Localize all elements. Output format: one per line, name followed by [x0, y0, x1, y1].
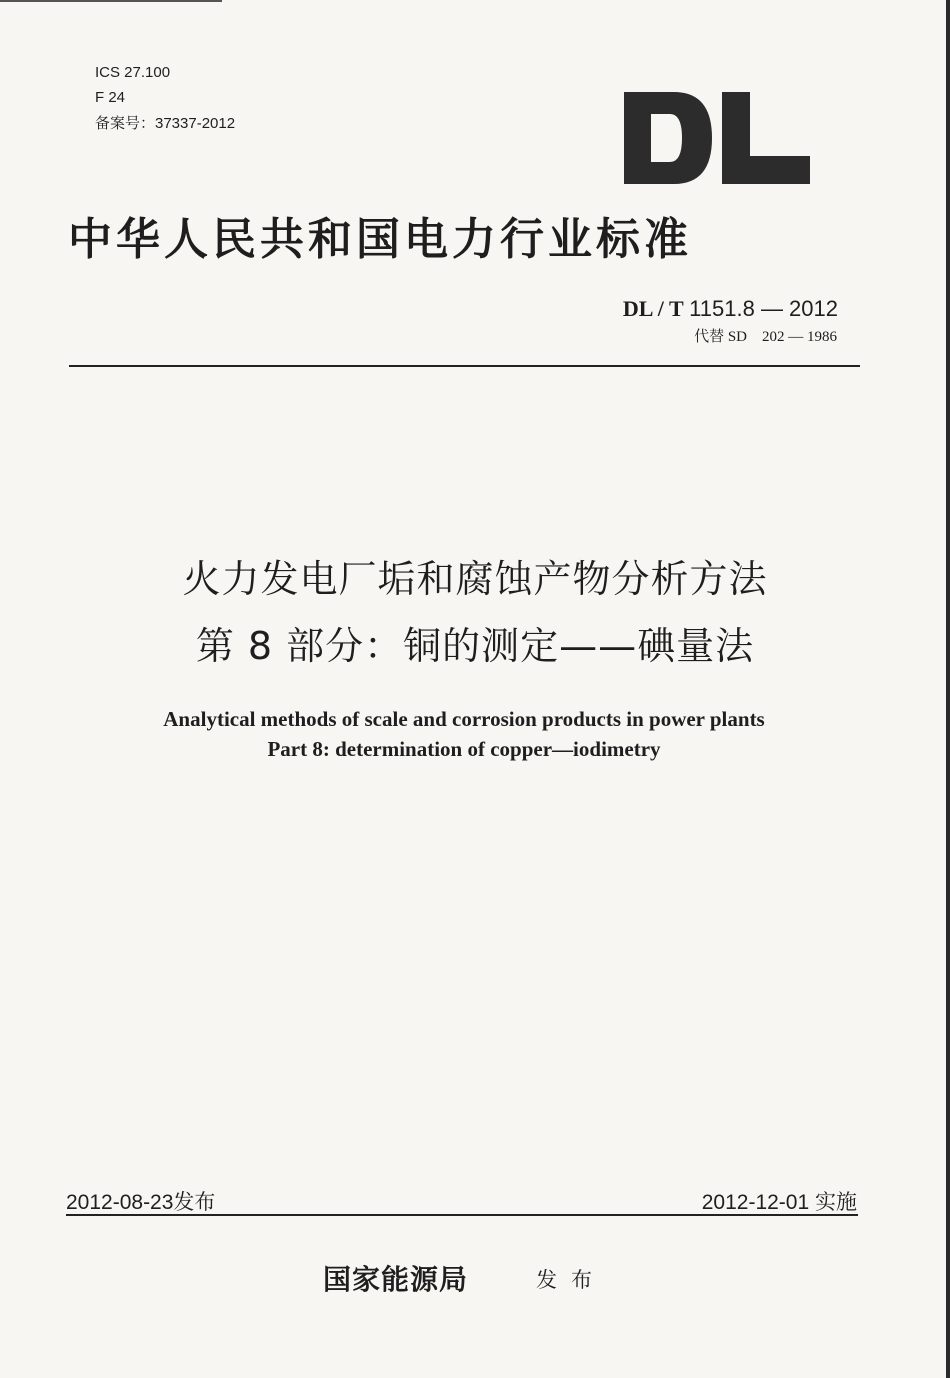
publish-label: 发布: [536, 1268, 606, 1292]
scan-edge-right: [946, 0, 950, 1378]
en-title-line-2: Part 8: determination of copper—iodimetry: [267, 737, 661, 761]
standard-code: 1151.8 — 2012: [689, 296, 838, 321]
cn-title-line-2: 第 8 部分：铜的测定——碘量法: [195, 624, 755, 668]
header-divider: [69, 365, 860, 367]
implementation-date: 2012-12-01 实施: [701, 1191, 857, 1214]
footer-divider: [66, 1214, 858, 1216]
ics-code: ICS 27.100: [95, 64, 171, 81]
en-title-line-1: Analytical methods of scale and corrosion products in power plants: [163, 707, 765, 731]
scan-edge-top: [0, 0, 222, 2]
cn-title-line-1: 火力发电厂垢和腐蚀产物分析方法: [182, 557, 768, 601]
standard-category-title: 中华人民共和国电力行业标准: [68, 214, 692, 265]
dl-logo: [624, 92, 810, 184]
issue-date: 2012-08-23发布: [66, 1191, 216, 1214]
replaces-standard: 代替 SD 202 — 1986: [694, 329, 837, 345]
standard-prefix: DL / T: [622, 296, 684, 321]
publisher-name: 国家能源局: [323, 1263, 469, 1296]
record-number: 备案号：37337-2012: [95, 115, 236, 132]
standard-number: [623, 296, 838, 322]
class-code: F 24: [95, 89, 126, 106]
